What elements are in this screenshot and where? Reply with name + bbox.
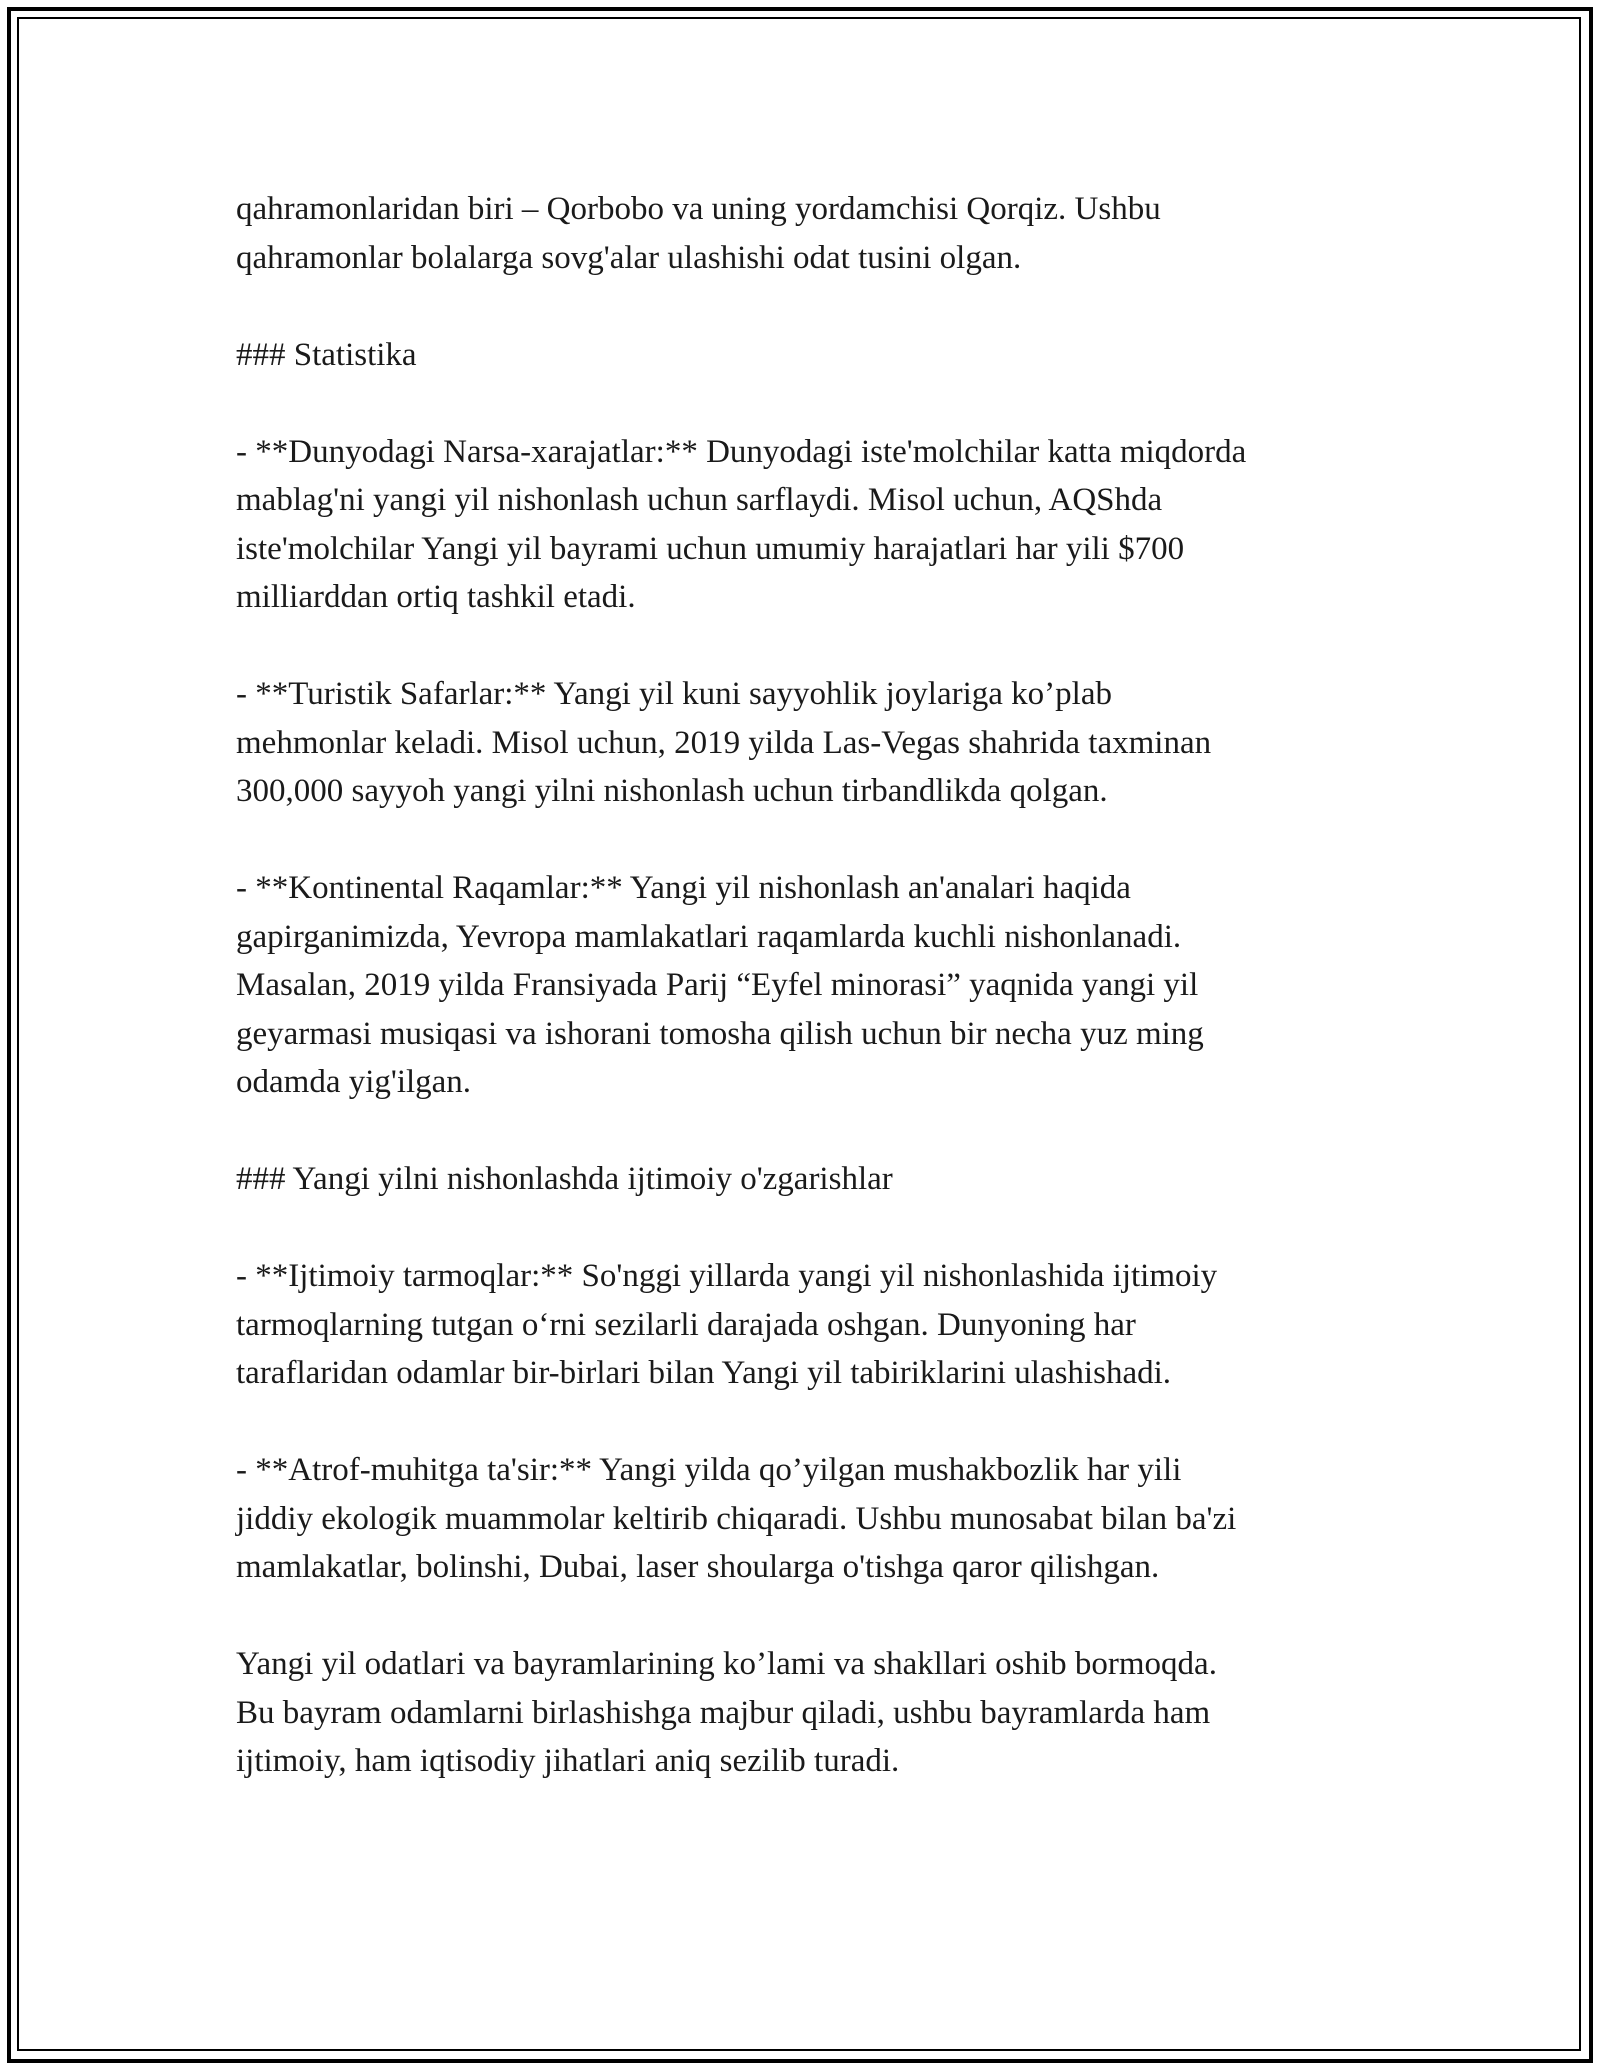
heading-text: ### Yangi yilni nishonlashda ijtimoiy o'zgarishlar — [236, 1161, 893, 1197]
text-line: 300,000 sayyoh yangi yilni nishonlash uchun tirbandlikda qolgan. — [236, 773, 1108, 809]
text-line: qahramonlaridan biri – Qorbobo va uning yordamchisi Qorqiz. Ushbu — [236, 191, 1161, 227]
text-line: gapirganimizda, Yevropa mamlakatlari raqamlarda kuchli nishonlanadi. — [236, 918, 1182, 955]
bullet-atrof-muhit — [236, 1446, 1396, 1592]
text-line: ijtimoiy, ham iqtisodiy jihatlari aniq sezilib turadi. — [236, 1743, 900, 1779]
text-line: Masalan, 2019 yilda Fransiyada Parij “Eyfel minorasi” yaqnida yangi yil — [236, 967, 1199, 1003]
text-line: odamda yig'ilgan. — [236, 1064, 472, 1100]
text-line: mehmonlar keladi. Misol uchun, 2019 yilda Las-Vegas shahrida taxminan — [236, 724, 1212, 761]
text-line: jiddiy ekologik muammolar keltirib chiqaradi. Ushbu munosabat bilan ba'zi — [236, 1500, 1237, 1537]
paragraph-intro-continuation — [236, 185, 1396, 282]
text-line: taraflaridan odamlar bir-birlari bilan Yangi yil tabiriklarini ulashishadi. — [236, 1355, 1172, 1391]
text-line: qahramonlar bolalarga sovg'alar ulashishi odat tusini olgan. — [236, 239, 1022, 276]
text-line: - **Kontinental Raqamlar:** Yangi yil nishonlash an'analari haqida — [236, 870, 1131, 906]
text-line: - **Atrof-muhitga ta'sir:** Yangi yilda qo’yilgan mushakbozlik har yili — [236, 1452, 1182, 1488]
bullet-kontinental-raqamlar — [236, 864, 1396, 1107]
text-line: Bu bayram odamlarni birlashishga majbur qiladi, ushbu bayramlarda ham — [236, 1694, 1211, 1731]
text-line: tarmoqlarning tutgan o‘rni sezilarli darajada oshgan. Dunyoning har — [236, 1306, 1136, 1343]
bullet-turistik-safarlar — [236, 670, 1396, 816]
bullet-dunyodagi-xarajatlar — [236, 428, 1396, 622]
heading-statistika — [236, 331, 1396, 380]
text-line: mamlakatlar, bolinshi, Dubai, laser shoularga o'tishga qaror qilishgan. — [236, 1549, 1160, 1585]
text-line: - **Ijtimoiy tarmoqlar:** So'nggi yillarda yangi yil nishonlashida ijtimoiy — [236, 1258, 1218, 1294]
text-line: geyarmasi musiqasi va ishorani tomosha qilish uchun bir necha yuz ming — [236, 1015, 1204, 1052]
text-line: Yangi yil odatlari va bayramlarining ko’lami va shakllari oshib bormoqda. — [236, 1646, 1217, 1682]
text-line: milliarddan ortiq tashkil etadi. — [236, 579, 636, 615]
text-line: iste'molchilar Yangi yil bayrami uchun umumiy harajatlari har yili $700 — [236, 530, 1185, 567]
text-line: - **Turistik Safarlar:** Yangi yil kuni sayyohlik joylariga ko’plab — [236, 676, 1112, 712]
heading-text: ### Statistika — [236, 336, 417, 373]
heading-ijtimoiy-ozgarishlar — [236, 1155, 1396, 1204]
bullet-ijtimoiy-tarmoqlar — [236, 1252, 1396, 1398]
document-body — [236, 185, 1396, 1786]
text-line: - **Dunyodagi Narsa-xarajatlar:** Dunyodagi iste'molchilar katta miqdorda — [236, 433, 1247, 470]
paragraph-conclusion — [236, 1640, 1396, 1786]
text-line: mablag'ni yangi yil nishonlash uchun sarflaydi. Misol uchun, AQShda — [236, 482, 1163, 518]
